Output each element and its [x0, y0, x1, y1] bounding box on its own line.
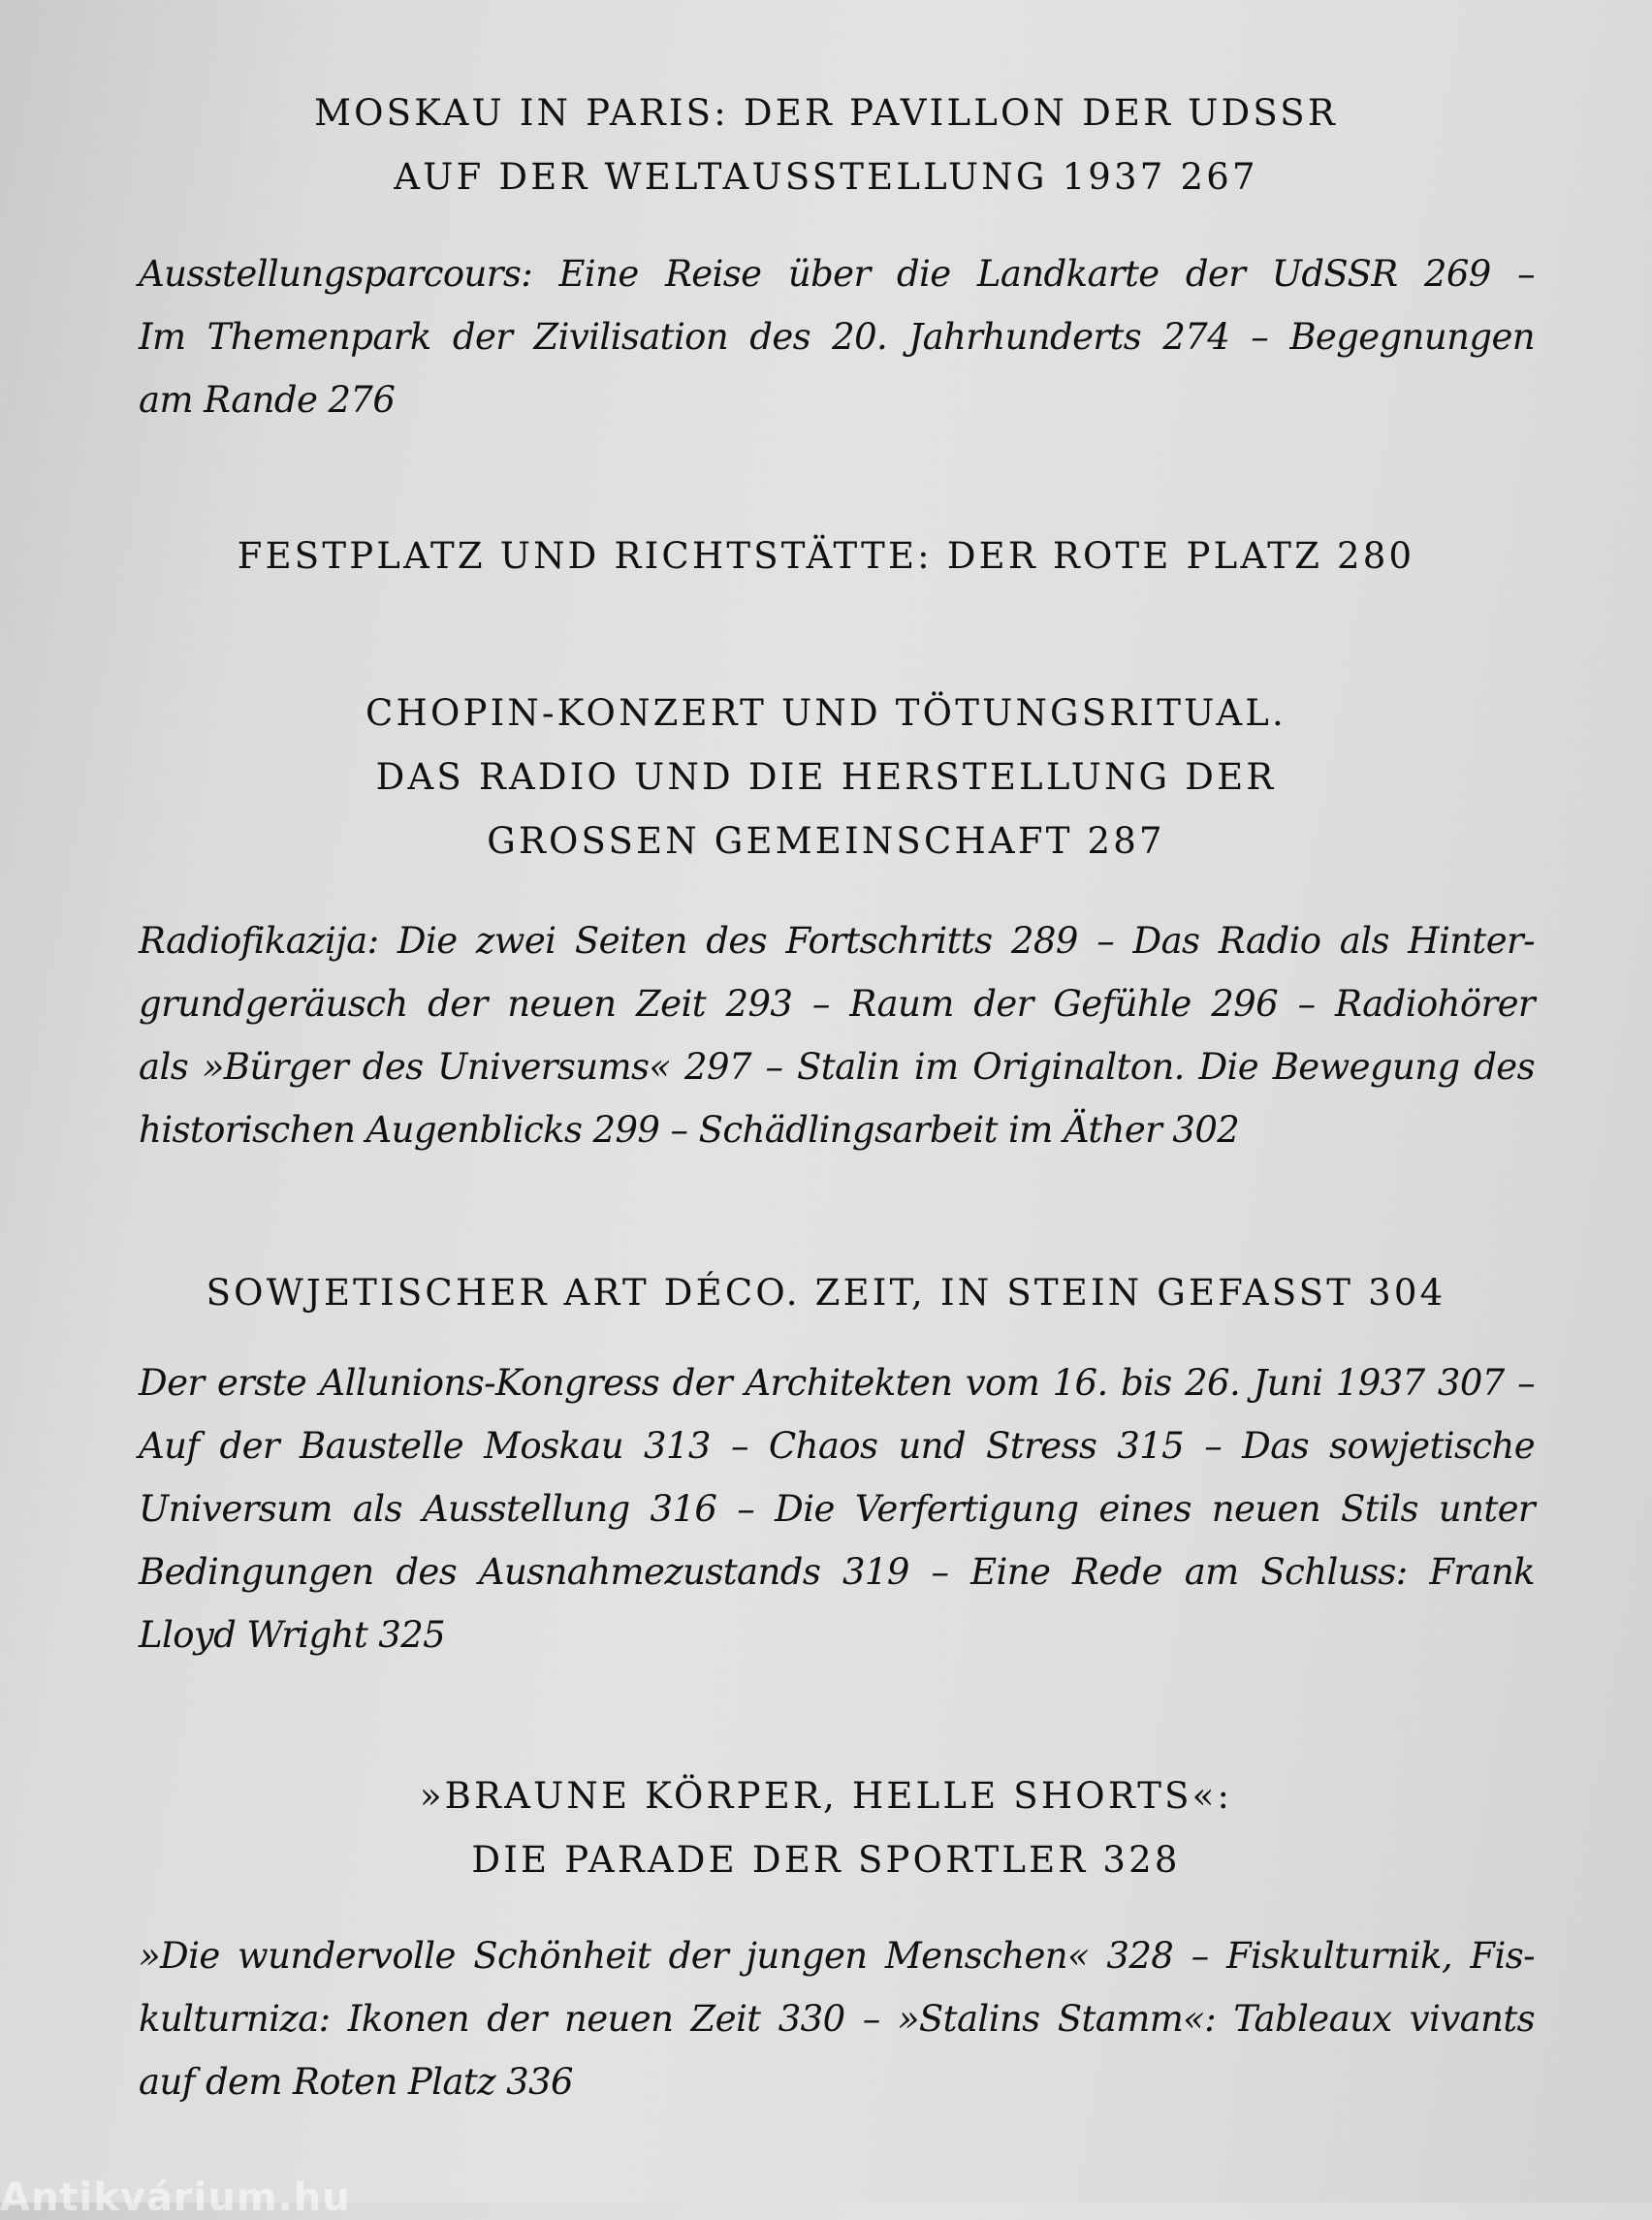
entry-line: grundgeräusch der neuen Zeit 293 – Raum der Gefühle 296 – Radiohörer: [139, 983, 1535, 1025]
entry-line: Ausstellungsparcours: Eine Reise über die Landkarte der UdSSR 269 –: [139, 253, 1535, 295]
entry-line: auf dem Roten Platz 336: [139, 2061, 573, 2103]
entry-line: historischen Augenblicks 299 – Schädlingsarbeit im Äther 302: [139, 1109, 1240, 1151]
entry-line: am Rande 276: [139, 379, 396, 421]
heading-line: MOSKAU IN PARIS: DER PAVILLON DER UDSSR: [314, 92, 1338, 134]
section-heading-chopin-konzert: [0, 682, 1652, 873]
section-entries-braune-koerper: [139, 1924, 1535, 2113]
heading-line: FESTPLATZ UND RICHTSTÄTTE: DER ROTE PLATZ 280: [237, 535, 1415, 577]
entry-line: Universum als Ausstellung 316 – Die Verfertigung eines neuen Stils unter: [139, 1488, 1535, 1530]
section-entries-sowjetischer-art-deco: [139, 1351, 1535, 1666]
heading-line: CHOPIN-KONZERT UND TÖTUNGSRITUAL.: [365, 692, 1287, 734]
section-entries-moskau-in-paris: [139, 242, 1535, 431]
heading-line: AUF DER WELTAUSSTELLUNG 1937 267: [394, 156, 1258, 198]
entry-line: »Die wundervolle Schönheit der jungen Menschen« 328 – Fiskulturnik, Fis-: [139, 1935, 1535, 1977]
heading-line: DAS RADIO UND DIE HERSTELLUNG DER: [375, 756, 1277, 798]
entry-line: als »Bürger des Universums« 297 – Stalin im Originalton. Die Bewegung des: [139, 1046, 1535, 1088]
section-heading-sowjetischer-art-deco: [0, 1261, 1652, 1325]
section-heading-moskau-in-paris: [0, 81, 1652, 209]
entry-line: Auf der Baustelle Moskau 313 – Chaos und Stress 315 – Das sowjetische: [139, 1425, 1535, 1467]
heading-line: »BRAUNE KÖRPER, HELLE SHORTS«:: [419, 1775, 1233, 1817]
watermark-logo: Antikvárium.hu: [0, 2175, 351, 2220]
entry-line: kulturniza: Ikonen der neuen Zeit 330 – »Stalins Stamm«: Tableaux vivants: [139, 1998, 1535, 2040]
section-heading-braune-koerper: [0, 1764, 1652, 1892]
section-entries-chopin-konzert: [139, 909, 1535, 1161]
entry-line: Lloyd Wright 325: [139, 1614, 446, 1656]
section-heading-festplatz: [0, 524, 1652, 588]
entry-line: Im Themenpark der Zivilisation des 20. Jahrhunderts 274 – Begegnungen: [139, 316, 1535, 358]
heading-line: SOWJETISCHER ART DÉCO. ZEIT, IN STEIN GEFASST 304: [206, 1272, 1446, 1314]
heading-line: GROSSEN GEMEINSCHAFT 287: [487, 820, 1165, 862]
heading-line: DIE PARADE DER SPORTLER 328: [471, 1839, 1181, 1881]
entry-line: Radiofikazija: Die zwei Seiten des Fortschritts 289 – Das Radio als Hinter-: [139, 920, 1535, 962]
entry-line: Bedingungen des Ausnahmezustands 319 – Eine Rede am Schluss: Frank: [139, 1551, 1535, 1593]
entry-line: Der erste Allunions-Kongress der Architekten vom 16. bis 26. Juni 1937 307 –: [139, 1362, 1535, 1404]
